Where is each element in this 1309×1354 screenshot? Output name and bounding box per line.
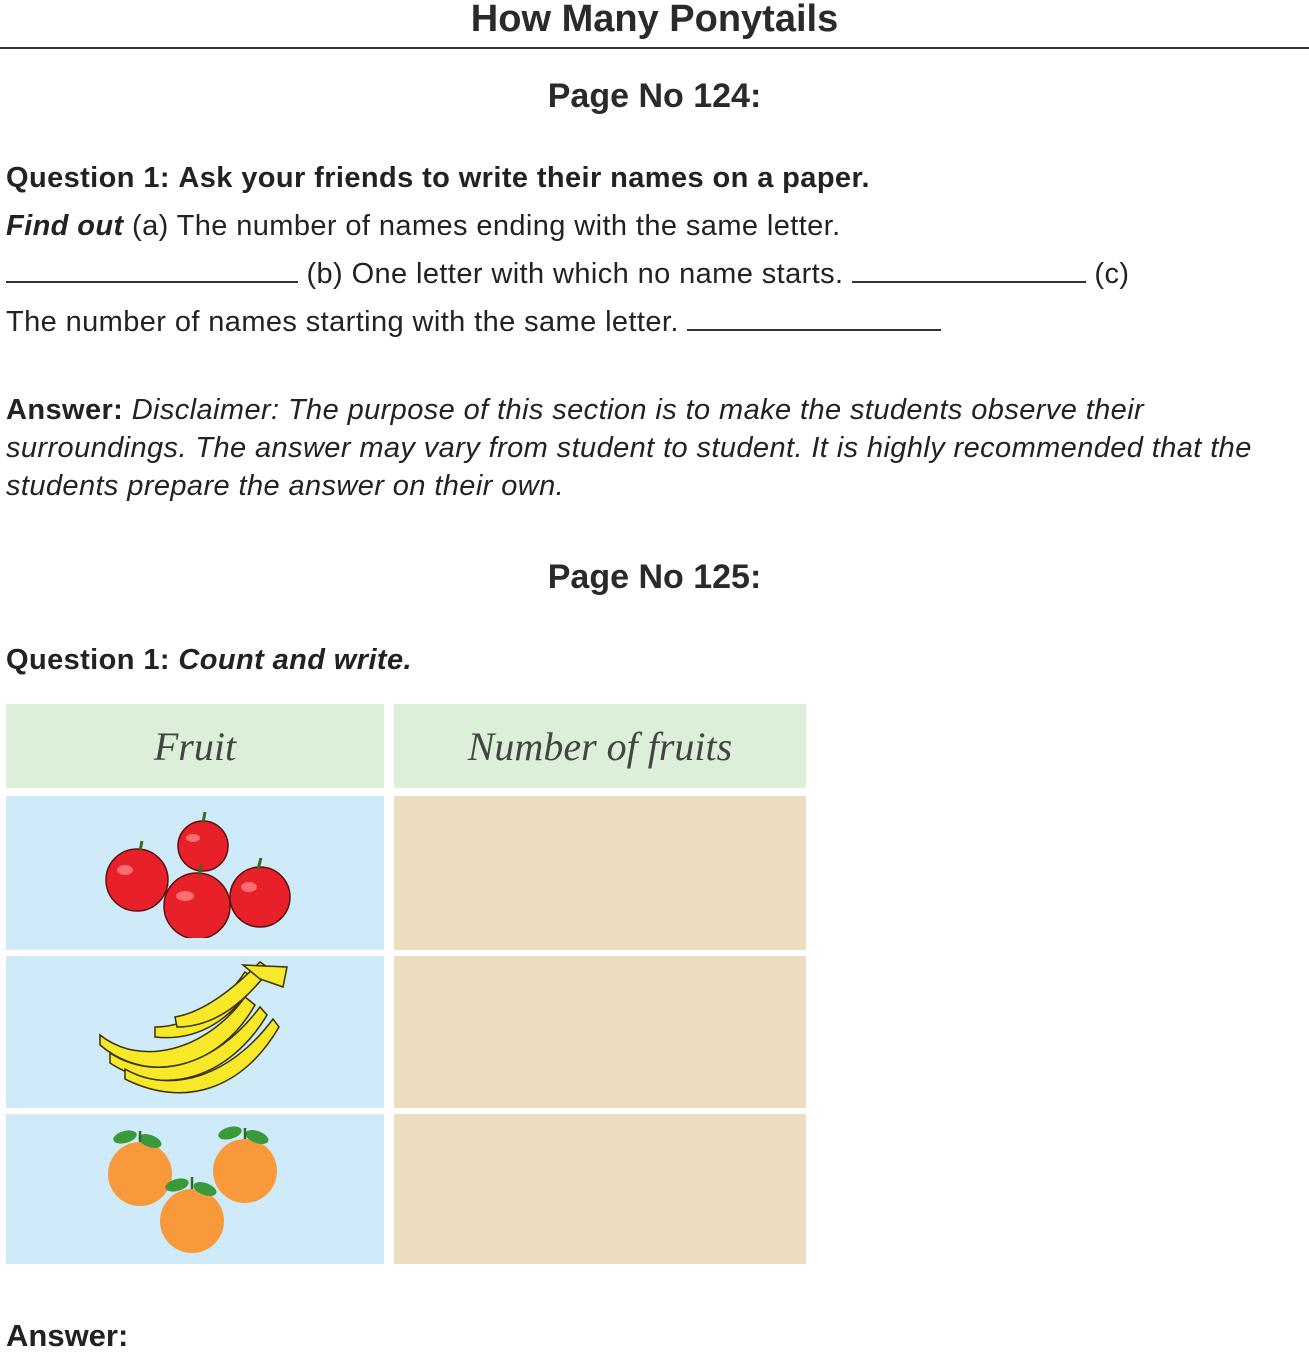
- answer-label-2: Answer:: [6, 1318, 129, 1353]
- apples-icon: [95, 808, 295, 938]
- part-b-text: (b) One letter with which no name starts.: [306, 258, 844, 290]
- answer-text: Disclaimer: The purpose of this section is to make the students observe their surroundings. The answer may vary from student to student. It is highly recommended that the students prepare the answer on their own.: [6, 394, 1252, 502]
- page-title: How Many Ponytails: [470, 0, 839, 40]
- question-text: Ask your friends to write their names on a paper.: [178, 162, 871, 194]
- table-header-fruit: Fruit: [6, 704, 384, 788]
- answer-label: Answer:: [6, 394, 124, 426]
- blank-c[interactable]: [687, 303, 941, 331]
- oranges-icon: [95, 1119, 295, 1259]
- answer-block: [6, 391, 1301, 505]
- question-text: Count and write.: [178, 644, 412, 676]
- page-heading-125: Page No 125:: [547, 558, 762, 596]
- find-out-label: Find out: [6, 210, 124, 242]
- blank-a[interactable]: [6, 255, 298, 283]
- question-label: Question 1:: [6, 644, 170, 676]
- fruit-count-table: [6, 704, 806, 1264]
- question-label: Question 1:: [6, 162, 170, 194]
- page-heading-124: Page No 124:: [547, 77, 762, 115]
- count-input-oranges[interactable]: [394, 1114, 806, 1264]
- blank-b[interactable]: [852, 255, 1086, 283]
- table-header-count: Number of fruits: [394, 704, 806, 788]
- count-input-apples[interactable]: [394, 796, 806, 950]
- table-row-bananas: [6, 956, 384, 1108]
- table-row-apples: [6, 796, 384, 950]
- question-1-block: [6, 154, 1301, 346]
- part-c-label: (c): [1094, 258, 1130, 290]
- part-a-text: (a) The number of names ending with the same letter.: [132, 210, 841, 242]
- count-input-bananas[interactable]: [394, 956, 806, 1108]
- question-2-block: [6, 636, 1301, 684]
- title-divider: [0, 47, 1309, 49]
- table-row-oranges: [6, 1114, 384, 1264]
- bananas-icon: [95, 957, 295, 1107]
- part-c-text: The number of names starting with the same letter.: [6, 306, 679, 338]
